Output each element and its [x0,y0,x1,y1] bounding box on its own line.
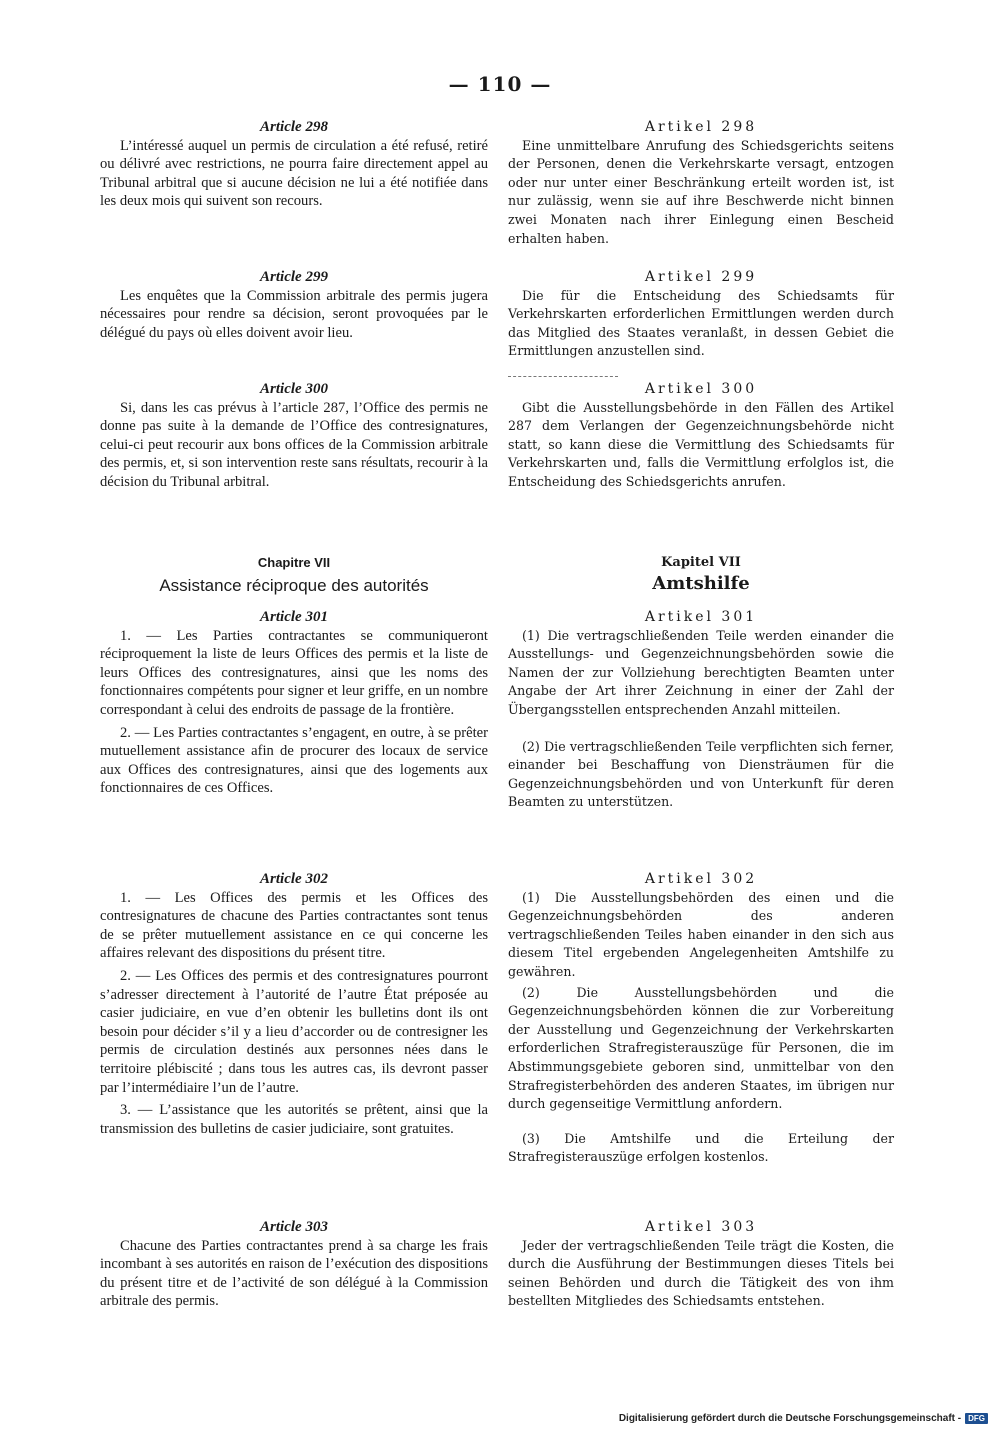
chapter-title: Amtshilfe [652,572,750,594]
article-298-fr [100,118,488,211]
article-text: Les enquêtes que la Commission arbitrale des permis jugera nécessaires pour rendre sa décision, seront provoquées par le délégué du pays où elles doivent avoir lieu. [100,287,488,341]
article-301-fr [100,608,488,798]
article-title: Article 302 [260,871,328,887]
article-299-de [508,268,894,361]
digitization-footer [619,1413,988,1424]
dfg-logo: DFG [965,1413,988,1424]
article-text: Die für die Entscheidung des Schiedsamts für Verkehrskarten erforderlichen Ermittlungen werden durch das Mitglied des Staates veranlaßt, in dessen Gebiet die Ermittlungen anzustellen sind. [508,287,894,359]
article-title: Article 301 [260,609,328,625]
chapter-heading-fr [100,554,488,595]
article-title: Article 300 [260,381,328,397]
article-300-de [508,380,894,492]
article-paragraph: (1) Die vertragschließenden Teile werden einander die Ausstellungs- und Gegenzeichnungsbehörden sowie die Namen der zur Vollziehung berechtigten Beamten unter Angabe der Art ihrer Zeichnung in einer der Zahl der Übergangsstellen entsprechenden Anzahl mitteilen. [508,627,894,717]
print-smudge [508,376,618,378]
article-paragraph: (3) Die Amtshilfe und die Erteilung der Strafregisterauszüge erfolgen kostenlos. [508,1130,894,1165]
article-paragraph: 2. — Les Parties contractantes s’engagent, en outre, à se prêter mutuellement assistance afin de procurer des locaux de service aux Offices des contresignatures, ainsi que des logements aux fonctionnaires de ces Offices. [100,724,488,797]
article-title: Artikel 301 [644,609,758,625]
chapter-label: Chapitre VII [257,555,331,570]
chapter-title: Assistance réciproque des autorités [159,575,429,595]
footer-text: Digitalisierung gefördert durch die Deutsche Forschungsgemeinschaft - [618,1413,962,1424]
article-paragraph: (2) Die vertragschließenden Teile verpflichten sich ferner, einander bei Beschaffung von Diensträumen für die Gegenzeichnungsbehörden und von Unterkunft für deren Beamten zu unterstützen. [508,738,894,810]
article-paragraph: 1. — Les Offices des permis et les Offices des contresignatures de chacune des Parties contractantes sont tenus de se prêter mutuellement assistance en ce qui concerne les affaires relevant des dispositions du présent titre. [100,889,488,962]
article-paragraph: 1. — Les Parties contractantes se communiqueront réciproquement la liste de leurs Offices des permis et la liste de leurs Offices des contresignatures, ainsi que les noms des fonctionnaires compétents pour signer et leur griffe, en un nombre correspondant à celui des endroits de passage de la frontière. [100,627,488,718]
article-text: Si, dans les cas prévus à l’article 287, l’Office des permis ne donne pas suite à la demande de l’Office des contresignatures, celui-ci peut recourir aux bons offices de la Commission arbitrale des permis, et, si son intervention reste sans résultats, recourir à la décision du Tribunal arbitral. [100,399,488,490]
article-300-fr [100,380,488,492]
article-298-de [508,118,894,248]
article-303-de [508,1218,894,1311]
article-paragraph: 3. — L’assistance que les autorités se prêtent, ainsi que la transmission des bulletins de casier judiciaire, sont gratuites. [100,1102,488,1137]
chapter-label: Kapitel VII [661,555,741,570]
article-301-de [508,608,894,812]
article-text: Jeder der vertragschließenden Teile trägt die Kosten, die durch die Ausführung der Bestimmungen dieses Titels bei seinen Behörden und durch die Tätigkeit des von ihm bestellten Mitgliedes des Schiedsamts entstehen. [508,1237,894,1309]
article-title: Artikel 299 [644,269,758,285]
article-paragraph: 2. — Les Offices des permis et des contresignatures pourront s’adresser directement à l’autorité de l’autre État préposée au casier judiciaire, en vue d’en obtenir les bulletins dont ils ont besoin pour décider s’il y a lieu d’accorder ou de contresigner les permis de circulation destinés aux personnes nées dans le territoire plébiscité ; dans tous les autres cas, ils devront passer par l’intermédiaire l’un de l’autre. [100,967,488,1096]
article-299-fr [100,268,488,342]
article-title: Article 298 [260,119,328,135]
article-paragraph: (2) Die Ausstellungsbehörden und die Gegenzeichnungsbehörden können die zur Vorbereitung der Ausstellung und Gegenzeichnung der Verkehrskarten erforderlichen Strafregisterauszüge für Personen, die im Abstimmungsgebiete geboren sind, unmittelbar von den Strafregisterbehörden des anderen Staates, im übrigen nur durch gegenseitige Vermittlung anfordern. [508,984,894,1112]
article-title: Artikel 298 [644,119,758,135]
article-302-fr [100,870,488,1138]
article-text: Eine unmittelbare Anrufung des Schiedsgerichts seitens der Personen, denen die Verkehrskarte versagt, entzogen oder nur unter einer Beschränkung erteilt worden ist, ist nur zulässig, wenn sie auf ihre Beschwerde nicht binnen zwei Monaten nach ihrer Einlegung einen Bescheid erhalten haben. [508,137,894,246]
article-302-de [508,870,894,1167]
article-303-fr [100,1218,488,1311]
article-text: Gibt die Ausstellungsbehörde in den Fällen des Artikel 287 dem Verlangen der Gegenzeichnungsbehörde nicht statt, so kann diese die Vermittlung des Schiedsamts für Verkehrskarten und, falls die Vermittlung erfolglos ist, die Entscheidung des Schiedsgerichts anrufen. [508,399,894,489]
article-paragraph: (1) Die Ausstellungsbehörden des einen und die Gegenzeichnungsbehörden des anderen vertragschließenden Teiles haben einander in den sich aus diesem Titel ergebenden Angelegenheiten Amtshilfe zu gewähren. [508,889,894,979]
article-text: L’intéressé auquel un permis de circulation a été refusé, retiré ou délivré avec restrictions, ne pourra faire directement appel au Tribunal arbitral que si aucune décision ne lui a été notifiée dans les deux mois qui suivent son recours. [100,137,488,210]
article-title: Article 303 [260,1219,328,1235]
page-number: — 110 — [448,72,552,96]
chapter-heading-de [508,554,894,593]
article-text: Chacune des Parties contractantes prend à sa charge les frais incombant à ses autorités en raison de l’exécution des dispositions du présent titre et de l’activité de son délégué à la Commission arbitrale des permis. [100,1237,488,1310]
article-title: Artikel 300 [644,381,758,397]
article-title: Artikel 303 [644,1219,758,1235]
article-title: Artikel 302 [644,871,758,887]
article-title: Article 299 [260,269,328,285]
